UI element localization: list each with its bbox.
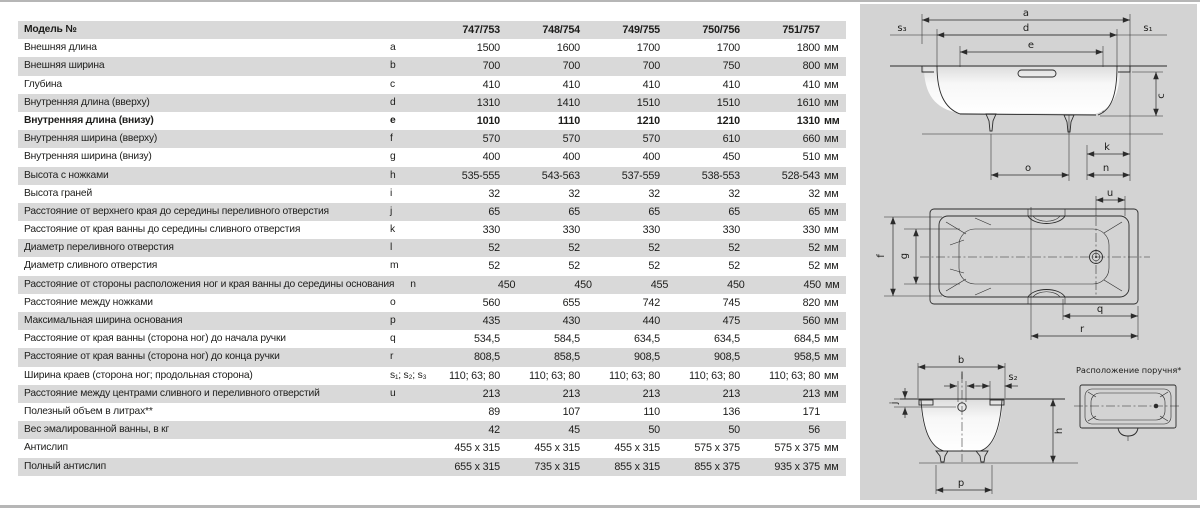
side-view-diagram: [890, 8, 1167, 181]
row-label: Полезный объем в литрах**: [24, 405, 153, 417]
row-value: 455 x 315: [534, 442, 580, 455]
dim-label-b: b: [957, 355, 965, 366]
row-label: Максимальная ширина основания: [24, 315, 183, 326]
table-row: [18, 221, 846, 239]
row-unit: мм: [824, 296, 839, 309]
dim-label-n: n: [1102, 163, 1110, 174]
row-value: 575 x 375: [694, 442, 740, 455]
row-value: 410: [482, 78, 500, 91]
row-value: 410: [642, 78, 660, 91]
row-label: Антислип: [24, 442, 68, 454]
table-row: [18, 257, 846, 275]
row-label: Расстояние от стороны расположения ног и края ванны до середины основания: [24, 278, 395, 290]
row-value: 1700: [716, 42, 740, 55]
row-value: 1800: [796, 42, 820, 55]
row-value: 1610: [796, 96, 820, 109]
row-value: 1500: [476, 42, 500, 55]
row-value: 330: [722, 224, 740, 237]
header-model-label: Модель №: [24, 24, 77, 35]
row-value: 400: [642, 151, 660, 164]
row-value: 560: [802, 315, 820, 327]
table-row: [18, 276, 846, 294]
dim-label-j: j: [889, 401, 900, 405]
dim-label-r: r: [1079, 324, 1085, 335]
row-value: 450: [497, 278, 516, 291]
row-value: 65: [648, 205, 660, 218]
row-letter: e: [390, 114, 396, 126]
header-model-751-757: 751/757: [782, 24, 820, 36]
row-value: 330: [562, 224, 580, 237]
table-row: [18, 421, 846, 439]
row-letter: u: [390, 387, 396, 399]
technical-drawing: [860, 4, 1197, 500]
row-value: 213: [722, 387, 740, 400]
row-value: 52: [648, 260, 660, 273]
row-label: Полный антислип: [24, 460, 106, 472]
row-value: 32: [648, 187, 660, 200]
row-letter: p: [390, 315, 396, 326]
table-row: [18, 367, 846, 385]
row-value: 52: [728, 242, 740, 255]
row-value: 684,5: [793, 333, 820, 346]
row-value: 110; 63; 80: [688, 369, 740, 382]
row-value: 745: [722, 296, 740, 309]
table-row: [18, 348, 846, 366]
row-value: 1010: [476, 114, 500, 127]
row-unit: мм: [824, 387, 839, 400]
table-row: [18, 239, 846, 257]
row-letter: [374, 421, 420, 439]
row-value: 410: [562, 78, 580, 91]
table-row: [18, 458, 846, 476]
row-unit: мм: [824, 169, 839, 182]
table-row: [18, 130, 846, 148]
row-value: 808,5: [473, 351, 500, 364]
row-value: 400: [562, 151, 580, 164]
row-letter: d: [390, 96, 396, 108]
row-unit: мм: [824, 369, 839, 382]
row-label: Расстояние между ножками: [24, 296, 153, 308]
row-value: 213: [642, 387, 660, 400]
row-value: 65: [728, 205, 740, 218]
row-value: 110; 63; 80: [448, 369, 500, 382]
row-label: Диаметр сливного отверстия: [24, 260, 158, 272]
row-value: 52: [488, 260, 500, 273]
row-value: 908,5: [713, 351, 740, 364]
row-value: 610: [722, 133, 740, 146]
row-value: 213: [482, 387, 500, 400]
row-letter: k: [390, 224, 395, 236]
row-value: 52: [488, 242, 500, 255]
plan-view-diagram: [876, 188, 1150, 340]
table-row: [18, 148, 846, 166]
row-unit: мм: [824, 60, 839, 73]
row-unit: мм: [824, 260, 839, 273]
dim-label-o: o: [1024, 163, 1032, 174]
table-row: [18, 76, 846, 94]
table-row: [18, 94, 846, 112]
row-value: 700: [642, 60, 660, 73]
row-value: 32: [488, 187, 500, 200]
row-value: 455: [650, 278, 669, 291]
row-label: Расстояние от края ванны (сторона ног) до начала ручки: [24, 333, 286, 345]
row-value: 435: [482, 315, 500, 327]
page-top-edge: [0, 0, 1200, 2]
table-row: [18, 39, 846, 57]
table-row: [18, 294, 846, 312]
row-value: 171: [802, 405, 820, 418]
row-value: 634,5: [713, 333, 740, 346]
row-value: 213: [562, 387, 580, 400]
row-value: 440: [642, 315, 660, 327]
row-value: 742: [642, 296, 660, 309]
row-value: 735 x 315: [534, 460, 580, 473]
row-value: 65: [808, 205, 820, 218]
row-letter: h: [390, 169, 396, 181]
row-value: 535-555: [461, 169, 500, 182]
row-value: 510: [802, 151, 820, 164]
handle-location-diagram: [1074, 365, 1181, 441]
table-row: [18, 403, 846, 421]
table-row: [18, 167, 846, 185]
row-value: 750: [722, 60, 740, 73]
row-value: 110; 63; 80: [528, 369, 580, 382]
row-value: 1600: [556, 42, 580, 55]
row-value: 50: [648, 424, 660, 437]
row-value: 538-553: [701, 169, 740, 182]
table-header-row: [18, 21, 846, 39]
row-value: 52: [728, 260, 740, 273]
row-value: 110: [643, 405, 660, 418]
row-unit: мм: [824, 315, 839, 327]
row-value: 660: [802, 133, 820, 146]
row-value: 584,5: [553, 333, 580, 346]
row-label: Внешняя ширина: [24, 60, 105, 72]
row-value: 213: [802, 387, 820, 400]
row-label: Глубина: [24, 78, 62, 90]
dim-label-g: g: [899, 252, 910, 260]
dim-label-p: p: [957, 478, 965, 489]
row-letter: c: [390, 78, 395, 90]
row-value: 820: [802, 296, 820, 309]
row-label: Расстояние от края ванны (сторона ног) до конца ручки: [24, 351, 280, 363]
row-letter: i: [390, 187, 393, 199]
row-value: 1700: [636, 42, 660, 55]
row-value: 400: [482, 151, 500, 164]
row-value: 1410: [556, 96, 580, 109]
row-letter: [374, 439, 420, 457]
row-value: 455 x 315: [614, 442, 660, 455]
row-value: 1310: [796, 114, 820, 127]
row-value: 908,5: [633, 351, 660, 364]
row-value: 56: [808, 424, 820, 437]
section-view-diagram: [889, 355, 1078, 494]
row-value: 450: [803, 278, 821, 291]
row-unit: мм: [824, 133, 839, 146]
dim-label-l: l: [960, 371, 964, 382]
row-value: 570: [642, 133, 660, 146]
row-value: 32: [568, 187, 580, 200]
row-value: 450: [727, 278, 745, 291]
row-value: 700: [482, 60, 500, 73]
row-value: 52: [648, 242, 660, 255]
spec-table: [18, 21, 846, 476]
row-letter: b: [390, 60, 396, 72]
row-label: Расстояние от верхнего края до середины переливного отверстия: [24, 205, 329, 217]
dim-label-s2: s₂: [1008, 372, 1018, 383]
row-unit: мм: [824, 224, 839, 237]
row-value: 42: [488, 424, 500, 437]
row-value: 858,5: [553, 351, 580, 364]
row-label: Высота с ножками: [24, 169, 109, 181]
row-label: Расстояние между центрами сливного и переливного отверстий: [24, 387, 320, 399]
table-row: [18, 312, 846, 330]
row-letter: r: [390, 351, 394, 363]
row-value: 65: [488, 205, 500, 218]
row-value: 475: [722, 315, 740, 327]
row-unit: мм: [824, 114, 840, 127]
table-row: [18, 385, 846, 403]
header-letter-spacer: [374, 21, 420, 39]
row-letter: g: [390, 151, 396, 163]
row-value: 855 x 375: [694, 460, 740, 473]
row-value: 1510: [716, 96, 740, 109]
row-value: 89: [488, 405, 500, 418]
row-value: 52: [568, 242, 580, 255]
row-value: 50: [728, 424, 740, 437]
dim-label-c: c: [1156, 93, 1167, 99]
row-letter: [374, 458, 420, 476]
header-model-750-756: 750/756: [702, 24, 740, 36]
row-value: 543-563: [541, 169, 580, 182]
header-unit-spacer: [820, 21, 846, 39]
row-unit: мм: [824, 460, 839, 473]
row-unit: мм: [824, 333, 839, 346]
row-value: 330: [482, 224, 500, 237]
table-row: [18, 112, 846, 130]
row-label: Ширина краев (сторона ног; продольная сторона): [24, 369, 253, 381]
table-row: [18, 185, 846, 203]
row-letter: a: [390, 42, 396, 54]
row-letter: q: [390, 333, 396, 345]
row-label: Внутренняя длина (вверху): [24, 96, 150, 108]
row-value: 700: [562, 60, 580, 73]
row-unit: мм: [824, 96, 839, 109]
dim-label-u: u: [1106, 188, 1114, 199]
row-value: 534,5: [473, 333, 500, 346]
dim-label-a: a: [1022, 8, 1030, 19]
header-model-749-755: 749/755: [622, 24, 660, 36]
table-row: [18, 330, 846, 348]
header-model-747-753: 747/753: [462, 24, 500, 36]
row-value: 1110: [557, 114, 580, 127]
table-body: [18, 39, 846, 476]
row-label: Диаметр переливного отверстия: [24, 242, 174, 254]
row-value: 330: [802, 224, 820, 237]
row-value: 655: [562, 296, 580, 309]
row-value: 110; 63; 80: [608, 369, 660, 382]
header-model-748-754: 748/754: [542, 24, 580, 36]
row-value: 410: [722, 78, 740, 91]
row-value: 32: [728, 187, 740, 200]
row-value: 800: [802, 60, 820, 73]
row-unit: [820, 421, 846, 439]
row-value: 32: [808, 187, 820, 200]
diagram-panel: [860, 4, 1197, 500]
row-unit: мм: [824, 442, 839, 455]
dim-label-q: q: [1096, 304, 1104, 315]
row-value: 634,5: [633, 333, 660, 346]
row-value: 136: [722, 405, 740, 418]
row-unit: мм: [824, 151, 839, 164]
row-value: 655 x 315: [454, 460, 500, 473]
row-unit: мм: [824, 278, 840, 291]
row-value: 330: [642, 224, 660, 237]
dim-label-f: f: [876, 254, 887, 258]
row-unit: мм: [824, 78, 839, 91]
row-value: 1210: [716, 114, 740, 127]
row-value: 935 x 375: [774, 460, 820, 473]
handle-location-caption: Расположение поручня*: [1076, 365, 1182, 375]
row-label: Внутренняя длина (внизу): [24, 114, 154, 126]
row-value: 958,5: [793, 351, 820, 364]
dim-label-h: h: [1054, 427, 1065, 435]
row-value: 52: [568, 260, 580, 273]
row-value: 1210: [636, 114, 660, 127]
row-value: 52: [808, 242, 820, 255]
dim-label-e: e: [1027, 40, 1035, 51]
row-unit: мм: [824, 205, 839, 218]
dim-label-d: d: [1022, 23, 1030, 34]
row-value: 855 x 315: [614, 460, 660, 473]
row-unit: мм: [824, 242, 839, 255]
row-label: Внутренняя ширина (вверху): [24, 133, 158, 145]
dim-label-k: k: [1104, 142, 1110, 153]
row-letter: [374, 403, 420, 421]
row-value: 107: [562, 405, 580, 418]
row-value: 430: [562, 315, 580, 327]
row-value: 45: [568, 424, 580, 437]
row-value: 65: [568, 205, 580, 218]
row-unit: мм: [824, 42, 839, 55]
row-label: Высота граней: [24, 187, 92, 199]
row-value: 1510: [636, 96, 660, 109]
row-letter: f: [390, 133, 393, 145]
row-value: 110; 63; 80: [768, 369, 820, 382]
row-letter: l: [390, 242, 393, 254]
row-value: 575 x 375: [774, 442, 820, 455]
row-value: 570: [562, 133, 580, 146]
row-value: 450: [574, 278, 592, 291]
row-value: 410: [802, 78, 820, 91]
dim-label-s3: s₃: [897, 23, 907, 34]
table-row: [18, 203, 846, 221]
row-value: 1310: [476, 96, 500, 109]
row-label: Внутренняя ширина (внизу): [24, 151, 152, 163]
row-letter: m: [390, 260, 399, 272]
row-unit: [820, 403, 846, 421]
row-letter: j: [390, 205, 393, 217]
row-value: 450: [722, 151, 740, 164]
table-row: [18, 439, 846, 457]
table-row: [18, 57, 846, 75]
row-value: 528-543: [781, 169, 820, 182]
dim-label-s1: s₁: [1143, 23, 1153, 34]
row-value: 560: [482, 296, 500, 309]
row-label: Внешняя длина: [24, 42, 97, 54]
row-label: Вес эмалированной ванны, в кг: [24, 424, 170, 436]
row-value: 455 x 315: [454, 442, 500, 455]
row-unit: мм: [824, 351, 839, 364]
row-label: Расстояние от края ванны до середины сливного отверстия: [24, 224, 301, 236]
row-value: 537-559: [621, 169, 660, 182]
row-letter: o: [390, 296, 396, 308]
row-value: 52: [808, 260, 820, 273]
row-value: 570: [482, 133, 500, 146]
row-letter: n: [410, 278, 416, 290]
row-unit: мм: [824, 187, 839, 200]
row-letter: s₁; s₂; s₃: [390, 369, 427, 381]
